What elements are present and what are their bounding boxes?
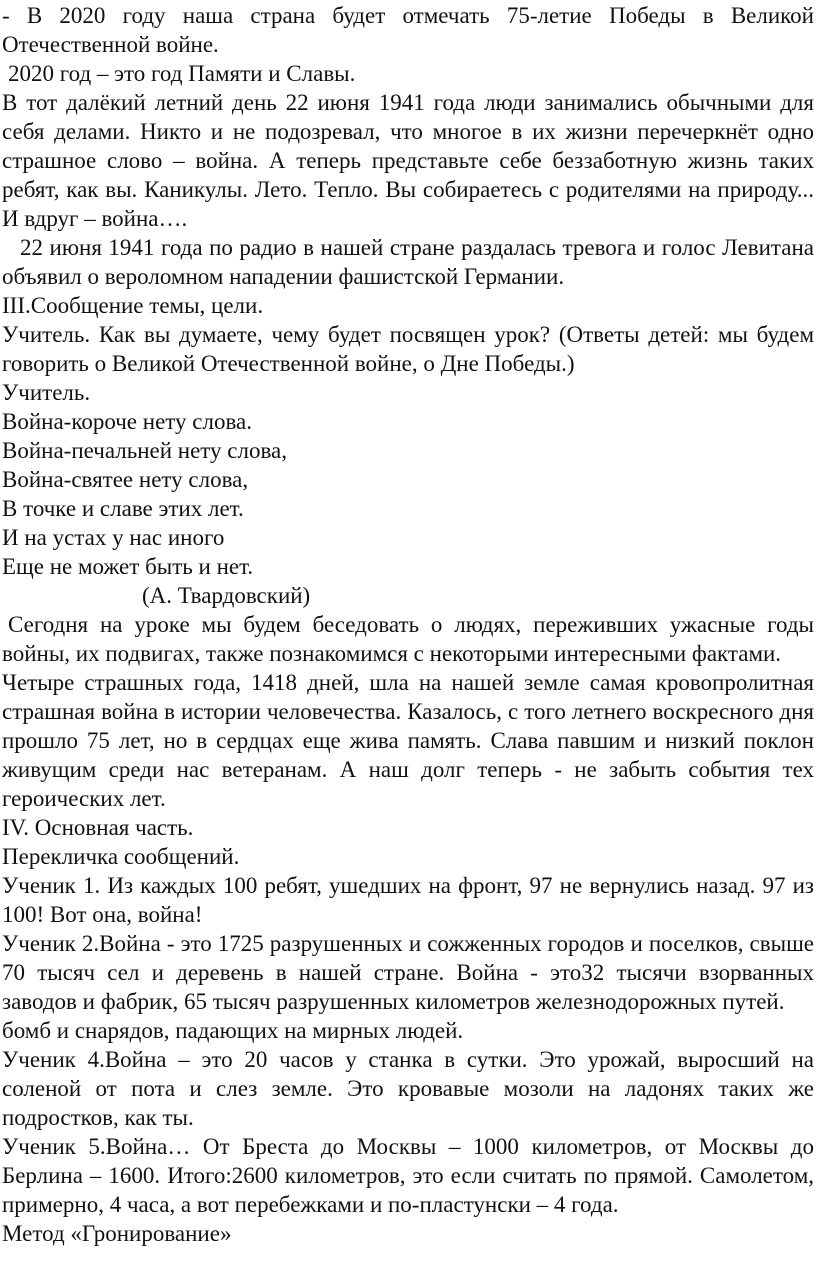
paragraph-levitan: 22 июня 1941 года по радио в нашей стране раздалась тревога и голос Левитана объявил о вероломном нападении фашистской Германии. bbox=[2, 235, 814, 289]
section-heading-main: IV. Основная часть. bbox=[2, 815, 194, 840]
poem-line: Война-святее нету слова, bbox=[2, 467, 249, 492]
paragraph-teacher-label: Учитель. bbox=[2, 380, 91, 405]
paragraph-student-5: Ученик 5.Война… От Бреста до Москвы – 1000 километров, от Москвы до Берлина – 1600. Итого:2600 километров, это если считать по прямой. Самолетом, примерно, 4 часа, а вот перебежками и по-пластунски – 4 года. bbox=[2, 1134, 814, 1217]
paragraph-june-22: В тот далёкий летний день 22 июня 1941 года люди занимались обычными для себя делами. Никто и не подозревал, что многое в их жизни перечеркнёт одно страшное слово – война. А теперь представьте себе беззаботную жизнь таких ребят, как вы. Каникулы. Лето. Тепло. Вы собираетесь с родителями на природу... И вдруг – война…. bbox=[2, 90, 814, 231]
poem-line: И на устах у нас иного bbox=[2, 525, 225, 550]
paragraph-student-4: Ученик 4.Война – это 20 часов у станка в сутки. Это урожай, выросший на соленой от пота и слез земле. Это кровавые мозоли на ладонях таких же подростков, как ты. bbox=[2, 1047, 814, 1130]
paragraph-bombs: бомб и снарядов, падающих на мирных людей. bbox=[2, 1018, 464, 1043]
paragraph-method: Метод «Гронирование» bbox=[2, 1221, 232, 1246]
paragraph-year-of-memory: 2020 год – это год Памяти и Славы. bbox=[8, 61, 356, 86]
paragraph-four-years: Четыре страшных года, 1418 дней, шла на нашей земле самая кровопролитная страшная война в истории человечества. Казалось, с того летнего воскресного дня прошло 75 лет, но в сердцах еще жива память. Слава павшим и низкий поклон живущим среди нас ветеранам. А наш долг теперь - не забыть события тех героических лет. bbox=[2, 670, 814, 811]
poem-line: Война-короче нету слова. bbox=[2, 409, 252, 434]
paragraph-rollcall: Перекличка сообщений. bbox=[2, 844, 240, 869]
poem-line: Война-печальней нету слова, bbox=[2, 438, 288, 463]
section-heading-topic: III.Сообщение темы, цели. bbox=[2, 293, 264, 318]
poem-line: В точке и славе этих лет. bbox=[2, 496, 244, 521]
paragraph-teacher-question: Учитель. Как вы думаете, чему будет посвящен урок? (Ответы детей: мы будем говорить о Великой Отечественной войне, о Дне Победы.) bbox=[2, 322, 814, 376]
paragraph-student-1: Ученик 1. Из каждых 100 ребят, ушедших на фронт, 97 не вернулись назад. 97 из 100! Вот она, война! bbox=[2, 873, 814, 927]
paragraph-today-lesson: Сегодня на уроке мы будем беседовать о людях, переживших ужасные годы войны, их подвигах, также познакомимся с некоторыми интересными фактами. bbox=[2, 612, 814, 666]
poem-line: Еще не может быть и нет. bbox=[2, 554, 254, 579]
poem-author: (А. Твардовский) bbox=[142, 583, 311, 608]
paragraph-student-2: Ученик 2.Война - это 1725 разрушенных и сожженных городов и поселков, свыше 70 тысяч сел и деревень в нашей стране. Война - это32 тысячи взорванных заводов и фабрик, 65 тысяч разрушенных километров железнодорожных путей. bbox=[2, 931, 814, 1014]
paragraph-intro: - В 2020 году наша страна будет отмечать 75-летие Победы в Великой Отечественной войне. bbox=[2, 3, 814, 57]
